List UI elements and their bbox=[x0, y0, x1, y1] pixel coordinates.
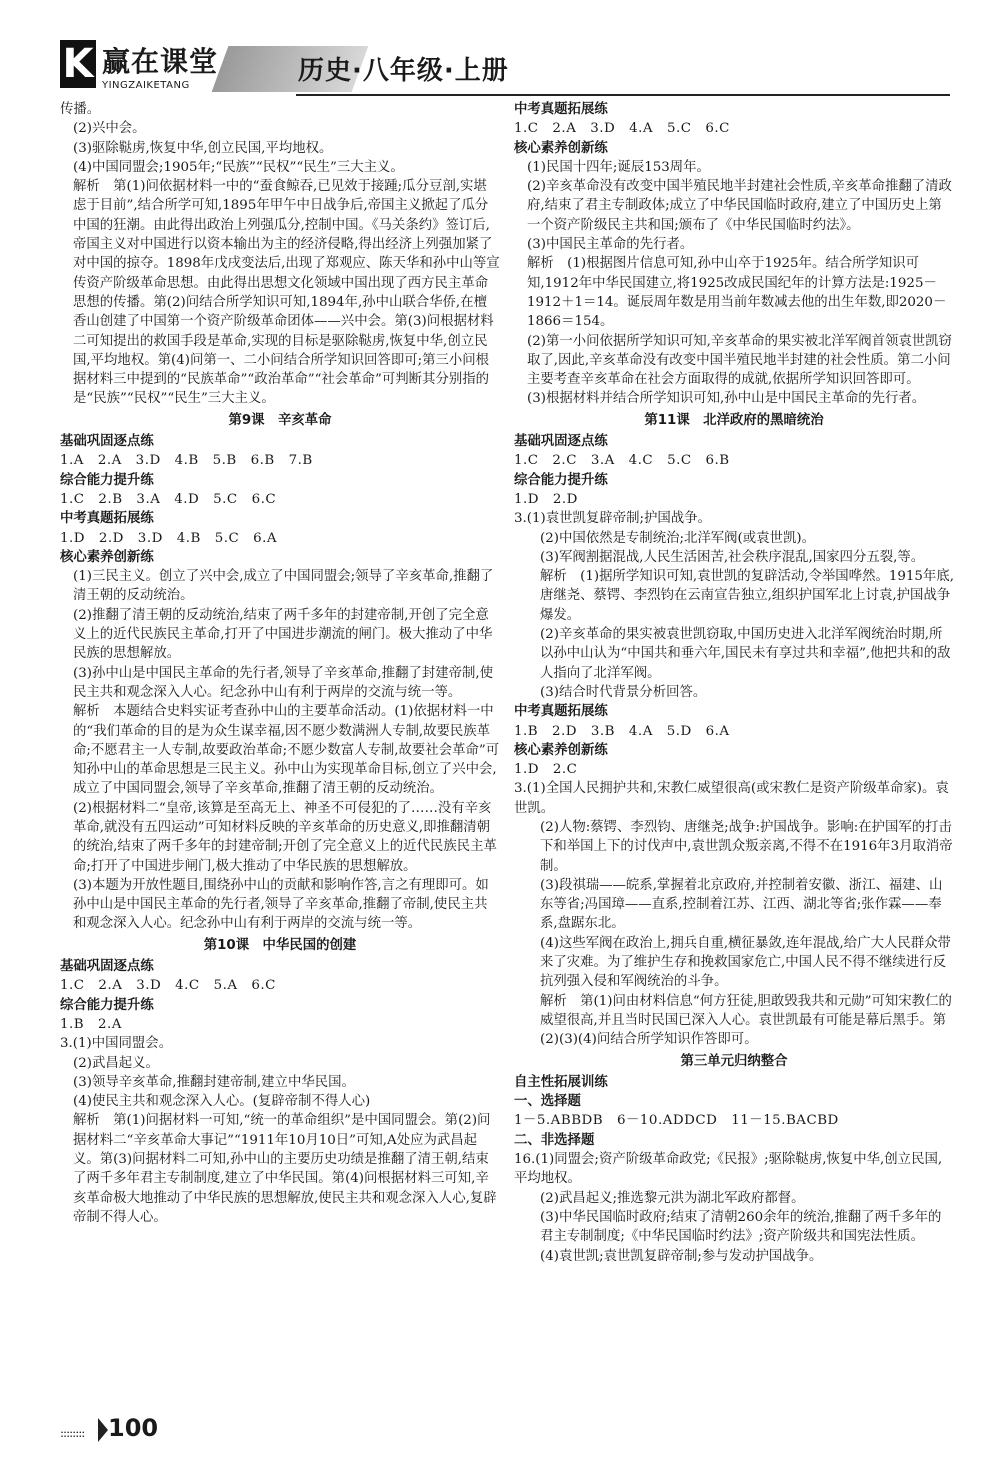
answer-item: (2)辛亥革命的果实被袁世凯窃取,中国历史进入北洋军阀统治时期,所以孙中山认为“中国共和垂六年,国民未有享过共和幸福”,他把共和的敌人指向了北洋军阀。 bbox=[540, 627, 951, 681]
answer-item: (3)领导辛亥革命,推翻封建帝制,建立中华民国。 bbox=[73, 1074, 355, 1090]
answer-item: (3)孙中山是中国民主革命的先行者,领导了辛亥革命,推翻了封建帝制,使民主共和观念深入人心。纪念孙中山有利于两岸的交流与统一等。 bbox=[73, 665, 494, 700]
answer-item: (1)民国十四年;诞辰153周年。 bbox=[527, 159, 710, 175]
choice-answers: 1.D 2.C bbox=[514, 762, 578, 778]
answer-line: 3.(1)全国人民拥护共和,宋教仁威望很高(或宋教仁是资产阶级革命家)。袁世凯。 bbox=[514, 781, 949, 816]
section-heading: 基础巩固逐点练 bbox=[60, 959, 154, 975]
section-heading: 基础巩固逐点练 bbox=[60, 434, 154, 450]
choice-answers: 1.D 2.D 3.D 4.B 5.C 6.A bbox=[60, 530, 278, 546]
answer-item: 解析 第(1)问据材料一可知,“统一的革命组织”是中国同盟会。第(2)问据材料二“辛亥革命大事记”“1911年10月10日”可知,A处应为武昌起义。第(3)问据材料二可知,孙中山的主要历史功绩是推翻了清王朝,结束了两千多年君主专制制度,建立了中华民国。第(4)问根据材料三可知,辛亥革命极大地推动了中华民族的思想解放,使民主共和观念深入人心,复辟帝制不得人心。 bbox=[73, 1113, 497, 1225]
answer-item: (3)中国民主革命的先行者。 bbox=[527, 237, 694, 253]
choice-answers: 1－5.ABBDB 6－10.ADDCD 11－15.BACBD bbox=[514, 1113, 839, 1129]
choice-answers: 1.C 2.A 3.D 4.A 5.C 6.C bbox=[514, 121, 730, 137]
section-heading: 中考真题拓展练 bbox=[514, 704, 608, 720]
section-heading: 综合能力提升练 bbox=[60, 472, 154, 488]
answer-item: (3)驱除鞑虏,恢复中华,创立民国,平均地权。 bbox=[73, 140, 333, 156]
answer-item: (4)使民主共和观念深入人心。(复辟帝制不得人心) bbox=[73, 1094, 371, 1110]
section-heading: 一、选择题 bbox=[514, 1094, 581, 1110]
choice-answers: 1.B 2.D 3.B 4.A 5.D 6.A bbox=[514, 723, 730, 739]
answer-item: 解析 第(1)问由材料信息“何方狂徒,胆敢毁我共和元勋”可知宋教仁的威望很高,并且当时民国已深入人心。袁世凯最有可能是幕后黑手。第(2)(3)(4)问结合所学知识作答即可。 bbox=[540, 993, 952, 1048]
answer-item: 解析 (1)根据图片信息可知,孙中山卒于1925年。结合所学知识可知,1912年中华民国建立,将1925改成民国纪年的计算方法是:1925－1912＋1＝14。诞辰周年数是用当前年数减去他的出生年数,即2020－1866＝154。 bbox=[527, 256, 947, 330]
answer-item: (2)辛亥革命没有改变中国半殖民地半封建社会性质,辛亥革命推翻了清政府,结束了君主专制政体;成立了中华民国临时政府,建立了中国历史上第一个资产阶级民主共和国;颁布了《中华民国临时约法》。 bbox=[527, 179, 952, 233]
choice-answers: 1.A 2.A 3.D 4.B 5.B 6.B 7.B bbox=[60, 453, 313, 469]
answer-line: 传播。 bbox=[60, 102, 101, 117]
page-header bbox=[60, 36, 950, 98]
section-heading: 综合能力提升练 bbox=[514, 472, 608, 488]
answer-item: (2)推翻了清王朝的反动统治,结束了两千多年的封建帝制,开创了完全意义上的近代民族民主革命,打开了中国进步潮流的闸门。极大推动了中华民族的思想解放。 bbox=[73, 607, 493, 662]
section-heading: 自主性拓展训练 bbox=[514, 1074, 608, 1090]
right-column bbox=[514, 100, 954, 1266]
section-heading: 核心素养创新练 bbox=[60, 549, 154, 565]
lesson-title: 第三单元归纳整合 bbox=[680, 1053, 788, 1069]
section-heading: 核心素养创新练 bbox=[514, 742, 608, 758]
answer-item: 解析 (1)据所学知识可知,袁世凯的复辟活动,令举国哗然。1915年底,唐继尧、蔡锷、李烈钧在云南宣告独立,组织护国军北上讨袁,护国战争爆发。 bbox=[540, 569, 954, 623]
choice-answers: 1.C 2.C 3.A 4.C 5.C 6.B bbox=[514, 453, 730, 469]
answer-item: (3)军阀割据混战,人民生活困苦,社会秩序混乱,国家四分五裂,等。 bbox=[540, 549, 925, 565]
answer-item: (3)结合时代背景分析回答。 bbox=[540, 684, 707, 700]
answer-line: 16.(1)同盟会;资产阶级革命政党;《民报》;驱除鞑虏,恢复中华,创立民国,平均地权。 bbox=[514, 1152, 943, 1187]
answer-item: (2)武昌起义;推选黎元洪为湖北军政府都督。 bbox=[540, 1190, 805, 1206]
left-column bbox=[60, 100, 500, 1227]
choice-answers: 1.C 2.A 3.D 4.C 5.A 6.C bbox=[60, 978, 276, 994]
choice-answers: 1.C 2.B 3.A 4.D 5.C 6.C bbox=[60, 491, 277, 507]
answer-item: 解析 本题结合史料实证考查孙中山的主要革命活动。(1)依据材料一中的“我们革命的目的是为众生谋幸福,因不愿少数满洲人专制,故要民族革命;不愿君主一人专制,故要政治革命;不愿少数富人专制,故要社会革命”可知孙中山的革命思想是三民主义。孙中山为实现革命目标,创立了兴中会,成立了中国同盟会,领导了辛亥革命,推翻了清王朝的反动统治。 bbox=[73, 704, 500, 797]
section-heading: 中考真题拓展练 bbox=[514, 102, 608, 117]
lesson-title: 第10课 中华民国的创建 bbox=[203, 937, 357, 953]
answer-item: (1)三民主义。创立了兴中会,成立了中国同盟会;领导了辛亥革命,推翻了清王朝的反动统治。 bbox=[73, 569, 494, 604]
choice-answers: 1.B 2.A bbox=[60, 1016, 122, 1032]
answer-item: (2)中国依然是专制统治;北洋军阀(或袁世凯)。 bbox=[540, 530, 815, 546]
section-heading: 基础巩固逐点练 bbox=[514, 434, 608, 450]
page-number: 100 bbox=[108, 1414, 159, 1442]
answer-item: (4)中国同盟会;1905年;“民族”“民权”“民生”三大主义。 bbox=[73, 159, 404, 175]
answer-item: 解析 第(1)问依据材料一中的“蚕食鲸吞,已见效于接踵;瓜分豆剖,实堪虑于目前”,结合所学可知,1895年甲午中日战争后,帝国主义掀起了瓜分中国的狂潮。由此得出政治上列强瓜分,控制中国。《马关条约》签订后,帝国主义对中国进行以资本输出为主的经济侵略,得出经济上列强加紧了对中国的掠夺。1898年戊戌变法后,出现了郑观应、陈天华和孙中山等宣传资产阶级革命思想。由此得出思想文化领域中国出现了西方民主革命思想的传播。第(2)问结合所学知识可知,1894年,孙中山联合华侨,在檀香山创建了中国第一个资产阶级革命团体——兴中会。第(3)问根据材料二可知提出的救国手段是革命,实现的目标是驱除鞑虏,恢复中华,创立民国,平均地权。第(4)问第一、二小问结合所学知识回答即可;第三小问根据材料三中提到的“民族革命”“政治革命”“社会革命”可判断其分别指的是“民族”“民权”“民生”三大主义。 bbox=[73, 179, 500, 407]
brand-pinyin: YINGZAIKETANG bbox=[102, 80, 190, 91]
lesson-title: 第11课 北洋政府的黑暗统治 bbox=[644, 412, 824, 428]
answer-item: (2)根据材料二“皇帝,该算是至高无上、神圣不可侵犯的了……没有辛亥革命,就没有五四运动”可知材料反映的辛亥革命的历史意义,即推翻清朝的统治,结束了两千多年的封建帝制;开创了完全意义上的近代民族民主革命;打开了中国进步闸门,极大推动了中华民族的思想解放。 bbox=[73, 800, 497, 874]
answer-line: 3.(1)中国同盟会。 bbox=[60, 1036, 173, 1052]
answer-item: (3)本题为开放性题目,围绕孙中山的贡献和影响作答,言之有理即可。如孙中山是中国民主革命的先行者,领导了辛亥革命,推翻了帝制,使民主共和观念深入人心。纪念孙中山有利于两岸的交流与统一等。 bbox=[73, 877, 489, 932]
subject-title: 历史·八年级·上册 bbox=[298, 56, 509, 86]
answer-item: (4)袁世凯;袁世凯复辟帝制;参与发动护国战争。 bbox=[540, 1248, 823, 1264]
answer-item: (3)根据材料并结合所学知识可知,孙中山是中国民主革命的先行者。 bbox=[527, 391, 926, 407]
section-heading: 综合能力提升练 bbox=[60, 997, 154, 1013]
footer-arrow-icon bbox=[98, 1418, 108, 1442]
section-heading: 二、非选择题 bbox=[514, 1132, 595, 1148]
answer-item: (2)人物:蔡锷、李烈钧、唐继尧;战争:护国战争。影响:在护国军的打击下和举国上下的讨伐声中,袁世凯众叛亲离,不得不在1916年3月取消帝制。 bbox=[540, 819, 953, 874]
answer-item: (3)中华民国临时政府;结束了清朝260余年的统治,推翻了两千多年的君主专制制度;《中华民国临时约法》;资产阶级共和国宪法性质。 bbox=[540, 1209, 942, 1245]
answer-item: (2)武昌起义。 bbox=[73, 1055, 159, 1071]
answer-item: (2)兴中会。 bbox=[73, 121, 146, 137]
footer-dots-decor: :::::::: bbox=[60, 1426, 85, 1440]
brand-logo: K bbox=[60, 40, 96, 88]
choice-answers: 1.D 2.D bbox=[514, 491, 578, 507]
section-heading: 中考真题拓展练 bbox=[60, 511, 154, 527]
answer-item: (3)段祺瑞——皖系,掌握着北京政府,并控制着安徽、浙江、福建、山东等省;冯国璋——直系,控制着江苏、江西、湖北等省;张作霖——奉系,盘踞东北。 bbox=[540, 877, 943, 932]
section-heading: 核心素养创新练 bbox=[514, 140, 608, 156]
answer-line: 3.(1)袁世凯复辟帝制;护国战争。 bbox=[514, 511, 711, 527]
answer-item: (2)第一小问依据所学知识可知,辛亥革命的果实被北洋军阀首领袁世凯窃取了,因此,辛亥革命没有改变中国半殖民地半封建的社会性质。第二小问主要考查辛亥革命在社会方面取得的成就,依据所学知识回答即可。 bbox=[527, 333, 952, 388]
answer-item: (4)这些军阀在政治上,拥兵自重,横征暴敛,连年混战,给广大人民群众带来了灾难。为了维护生存和挽救国家危亡,中国人民不得不继续进行反抗列强入侵和军阀统治的斗争。 bbox=[540, 935, 951, 990]
header-rule bbox=[296, 94, 950, 96]
lesson-title: 第9课 辛亥革命 bbox=[228, 412, 332, 428]
brand-name: 赢在课堂 bbox=[102, 45, 219, 78]
